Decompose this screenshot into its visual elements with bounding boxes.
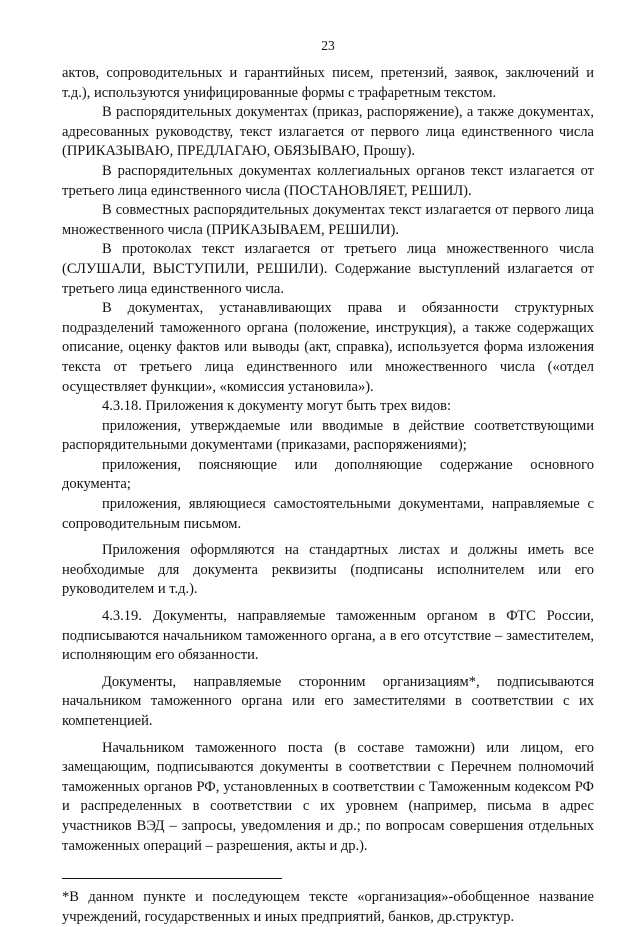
paragraph: 4.3.18. Приложения к документу могут быть трех видов: bbox=[102, 398, 452, 415]
paragraph: Приложения оформляются на стандартных листах и должны иметь все необходимые для документа реквизиты (подписаны исполнителем или его руководителем и т.д.). bbox=[62, 542, 594, 598]
paragraph: В совместных распорядительных документах текст излагается от первого лица множественного числа (ПРИКАЗЫВАЕМ, РЕШИЛИ). bbox=[62, 202, 594, 238]
body-text bbox=[62, 64, 594, 856]
paragraph: В распорядительных документах коллегиальных органов текст излагается от третьего лица единственного числа (ПОСТАНОВЛЯЕТ, РЕШИЛ). bbox=[62, 162, 594, 199]
footnote-divider bbox=[62, 878, 282, 879]
paragraph: Документы, направляемые сторонним организациям*, подписываются начальником таможенного органа или его заместителями в соответствии с их компетенцией. bbox=[62, 673, 594, 729]
page-number: 23 bbox=[321, 38, 335, 53]
paragraph: В документах, устанавливающих права и обязанности структурных подразделений таможенного органа (положение, инструкция), а также содержащих описание, оценку фактов или выводы (акт, справка), используется форма изложения текста от третьего лица единственного или множественного числа («отдел осуществляет функции», «комиссия установила»). bbox=[62, 300, 594, 395]
paragraph: актов, сопроводительных и гарантийных писем, претензий, заявок, заключений и т.д.), используются унифицированные формы с трафаретным текстом. bbox=[62, 65, 594, 101]
paragraph: приложения, являющиеся самостоятельными документами, направляемые с сопроводительным письмом. bbox=[62, 496, 594, 532]
paragraph: В распорядительных документах (приказ, распоряжение), а также документах, адресованных руководству, текст излагается от первого лица единственного числа (ПРИКАЗЫВАЮ, ПРЕДЛАГАЮ, ОБЯЗЫВАЮ, Прошу). bbox=[62, 104, 594, 160]
footnote-text: *В данном пункте и последующем тексте «организация»-обобщенное название учреждений, государственных и иных предприятий, банков, др.структур. bbox=[62, 889, 594, 926]
paragraph: приложения, поясняющие или дополняющие содержание основного документа; bbox=[62, 456, 594, 493]
paragraph: Начальником таможенного поста (в составе таможни) или лицом, его замещающим, подписываются документы в соответствии с Перечнем полномочий таможенных органов РФ, установленных в соответствии с Таможенным кодексом РФ и распределенных в соответствии с их уровнем (например, письма в адрес участников ВЭД – запросы, уведомления и др.; по вопросам совершения отдельных таможенных операций – разрешения, акты и др.). bbox=[62, 739, 594, 854]
paragraph: приложения, утверждаемые или вводимые в действие соответствующими распорядительными документами (приказами, распоряжениями); bbox=[62, 417, 594, 454]
paragraph: 4.3.19. Документы, направляемые таможенным органом в ФТС России, подписываются начальником таможенного органа, а в его отсутствие – заместителем, исполняющим его обязанности. bbox=[62, 608, 594, 664]
footnote bbox=[62, 887, 594, 927]
paragraph: В протоколах текст излагается от третьего лица множественного числа (СЛУШАЛИ, ВЫСТУПИЛИ, РЕШИЛИ). Содержание выступлений излагается от третьего лица единственного числа. bbox=[62, 241, 594, 297]
